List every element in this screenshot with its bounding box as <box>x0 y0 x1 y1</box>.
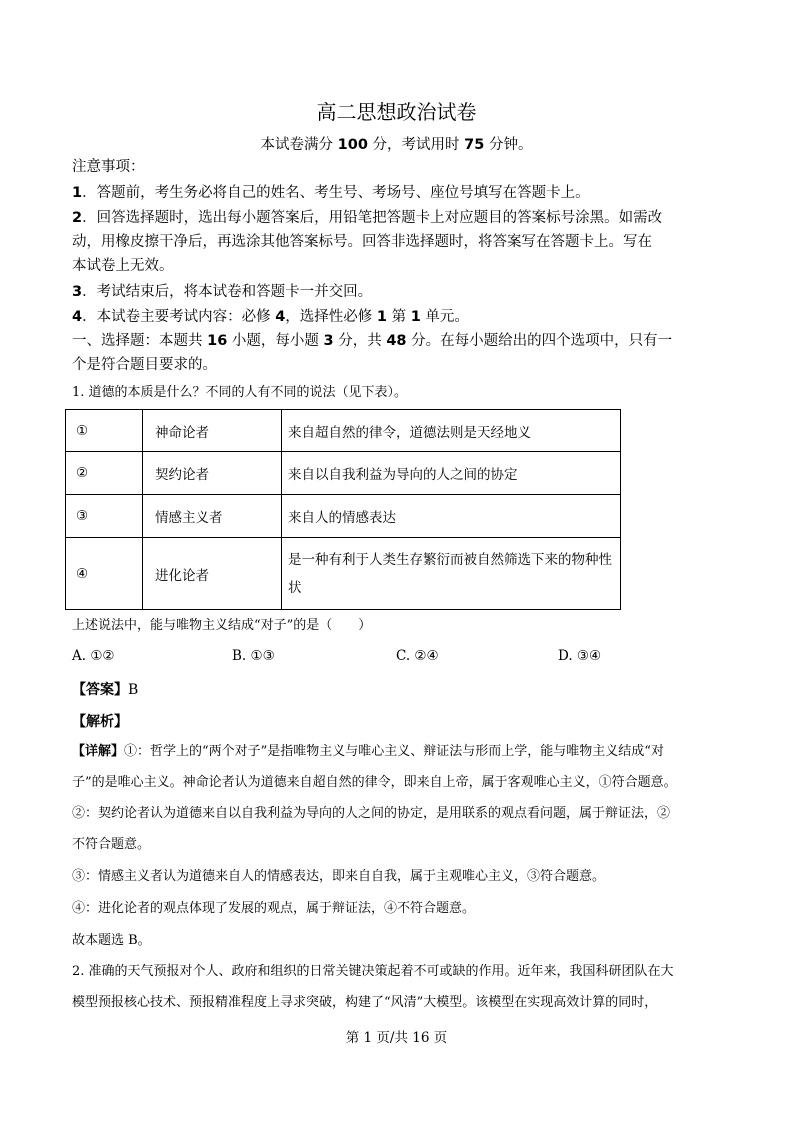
table-cell-view <box>282 538 621 610</box>
exam-subtitle <box>0 133 793 154</box>
notice-number: 4 <box>275 309 286 325</box>
notice-text: 第 <box>387 309 411 325</box>
detail-line: ②：契约论者认为道德来自以自我利益为导向的人之间的协定，是用联系的观点看问题，属于辩证法，② <box>72 806 671 821</box>
question-1-table <box>65 409 621 610</box>
question-1-stem: 1. 道德的本质是什么？不同的人有不同的说法（见下表）。 <box>72 385 408 400</box>
notice-number: 3 <box>72 284 83 300</box>
table-row <box>66 452 621 495</box>
points-each: 3 <box>323 333 334 349</box>
table-cell-view-line: 是一种有利于人类生存繁衍而被自然筛选下来的物种性 <box>288 551 612 568</box>
detail-line: ③：情感主义者认为道德来自人的情感表达，即来自自我，属于主观唯心主义，③符合题意。 <box>72 869 606 884</box>
subtitle-text: 分钟。 <box>484 137 533 153</box>
question-2-stem-cont: 模型预报核心技术、预报精准程度上寻求突破，构建了“风清”大模型。该模型在实现高效计算的同时， <box>72 995 658 1010</box>
notice-number: 1 <box>410 309 421 325</box>
detail-text: ①：哲学上的“两个对子”是指唯物主义与唯心主义、辩证法与形而上学，能与唯物主义结成“对 <box>124 744 664 759</box>
question-2-stem: 2. 准确的天气预报对个人、政府和组织的日常关键决策起着不可或缺的作用。近年来，我国科研团队在大 <box>72 964 674 979</box>
option-c: C. ②④ <box>396 648 439 664</box>
points-total: 48 <box>386 333 407 349</box>
table-cell-number: ① <box>66 410 143 452</box>
table-row <box>66 410 621 452</box>
table-cell-school: 契约论者 <box>143 452 282 495</box>
detail-line: 不符合题意。 <box>72 837 151 852</box>
notice-item-2 <box>72 206 732 230</box>
option-a: A. ①② <box>72 648 115 664</box>
notice-text: ．回答选择题时，选出每小题答案后，用铅笔把答题卡上对应题目的答案标号涂黑。如需改 <box>82 210 663 226</box>
table-cell-school: 进化论者 <box>143 538 282 610</box>
notice-number: 4 <box>72 309 83 325</box>
table-cell-view: 来自以自我利益为导向的人之间的协定 <box>282 452 621 495</box>
notice-text: ．本试卷主要考试内容：必修 <box>82 309 276 325</box>
notice-heading: 注意事项： <box>72 159 145 175</box>
notice-text: ．考试结束后，将本试卷和答题卡一并交回。 <box>82 284 373 300</box>
page-footer: 第 1 页/共 16 页 <box>345 1030 448 1046</box>
notice-text: ．答题前，考生务必将自己的姓名、考生号、考场号、座位号填写在答题卡上。 <box>82 185 590 201</box>
notice-item-2-cont: 动，用橡皮擦干净后，再选涂其他答案标号。回答非选择题时，将答案写在答题卡上。写在 <box>72 234 652 250</box>
section-text: 小题，每小题 <box>227 333 324 349</box>
full-score: 100 <box>337 137 368 153</box>
notice-item-3 <box>72 280 732 304</box>
table-cell-view: 来自人的情感表达 <box>282 495 621 538</box>
notice-number: 1 <box>376 309 387 325</box>
answer-label: 【答案】 <box>72 682 128 698</box>
notice-text: ，选择性必修 <box>285 309 377 325</box>
notice-number: 2 <box>72 210 83 226</box>
section-heading-cont: 个是符合题目要求的。 <box>72 357 217 373</box>
analysis-label: 【解析】 <box>72 714 128 730</box>
table-cell-number: ② <box>66 452 143 495</box>
option-b: B. ①③ <box>232 648 275 664</box>
notice-item-2-cont: 本试卷上无效。 <box>72 258 174 274</box>
table-cell-number: ③ <box>66 495 143 538</box>
detail-label: 【详解】 <box>72 744 125 759</box>
section-text: 分，共 <box>333 333 387 349</box>
table-row <box>66 495 621 538</box>
notice-text: 单元。 <box>420 309 469 325</box>
table-cell-school: 情感主义者 <box>143 495 282 538</box>
answer-value: B <box>128 682 139 698</box>
exam-minutes: 75 <box>464 137 485 153</box>
table-row <box>66 538 621 610</box>
option-d: D. ③④ <box>558 648 602 664</box>
section-text: 分。在每小题给出的四个选项中，只有一 <box>406 333 673 349</box>
page-title: 高二思想政治试卷 <box>316 100 477 124</box>
table-cell-number: ④ <box>66 538 143 610</box>
detail-line <box>72 740 732 764</box>
subtitle-text: 本试卷满分 <box>260 137 338 153</box>
question-1-prompt: 上述说法中，能与唯物主义结成“对子”的是（ ） <box>72 618 372 633</box>
table-cell-view-line: 状 <box>288 579 302 596</box>
notice-item-1 <box>72 181 732 205</box>
conclusion-line: 故本题选 B。 <box>72 933 151 948</box>
section-text: 一、选择题：本题共 <box>72 333 208 349</box>
table-cell-school: 神命论者 <box>143 410 282 452</box>
detail-line: 子”的是唯心主义。神命论者认为道德来自超自然的律令，即来自上帝，属于客观唯心主义，①符合题意。 <box>72 775 677 790</box>
section-heading <box>72 329 732 353</box>
detail-line: ④：进化论者的观点体现了发展的观点，属于辩证法，④不符合题意。 <box>72 901 476 916</box>
answer-line <box>72 679 138 699</box>
subtitle-text: 分，考试用时 <box>367 137 465 153</box>
notice-item-4 <box>72 305 732 329</box>
question-count: 16 <box>207 333 228 349</box>
notice-number: 1 <box>72 185 83 201</box>
table-cell-view: 来自超自然的律令，道德法则是天经地义 <box>282 410 621 452</box>
